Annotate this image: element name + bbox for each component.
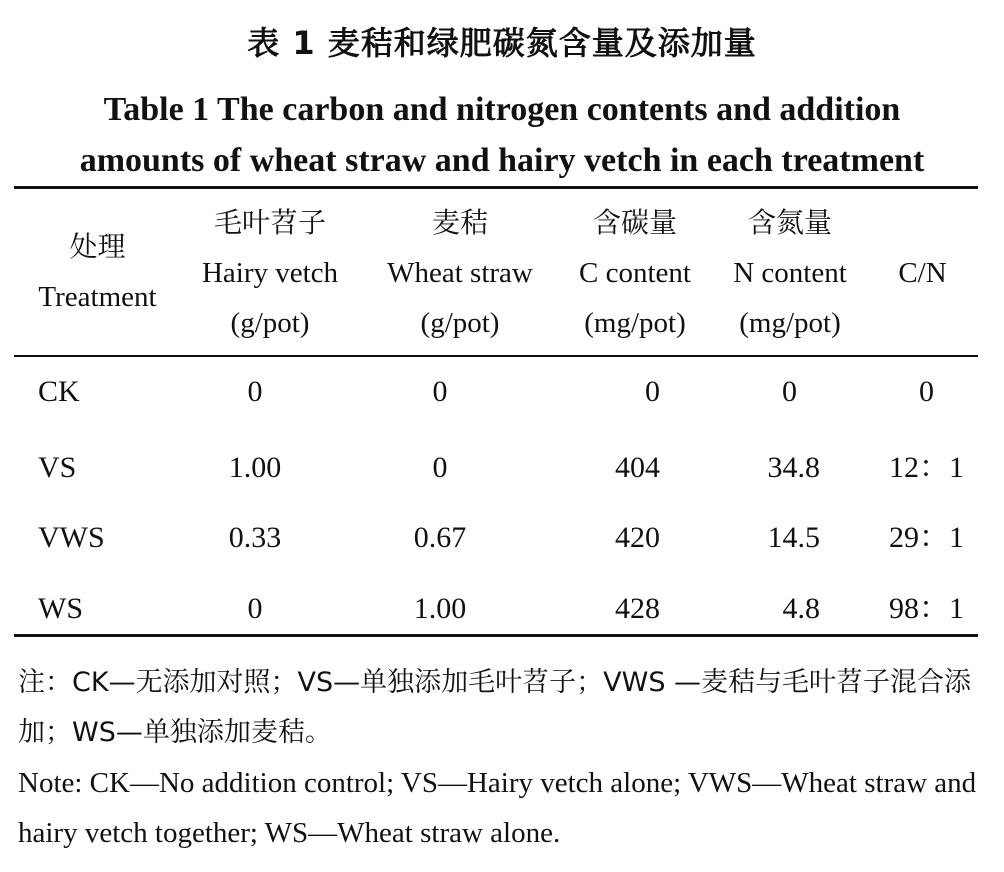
header-c-content-en: C content (579, 257, 691, 289)
header-treatment-en: Treatment (38, 281, 157, 313)
header-wheat-straw-en: Wheat straw (387, 257, 533, 289)
header-n-content (715, 198, 865, 348)
cell-treatment: VS (38, 451, 77, 484)
cell-wheat-straw: 0 (432, 375, 448, 408)
cell-cn-ratio: 29：1 (889, 521, 964, 554)
cell-n-content: 34.8 (767, 451, 820, 484)
cell-hairy-vetch: 1.00 (228, 451, 282, 484)
header-wheat-straw-cn: 麦秸 (431, 206, 488, 239)
cell-wheat-straw: 1.00 (413, 592, 467, 625)
header-hairy-vetch-cn: 毛叶苕子 (213, 206, 326, 239)
cell-c-content: 0 (645, 375, 660, 408)
cell-c-content: 428 (615, 592, 660, 625)
cell-hairy-vetch: 0.33 (228, 521, 282, 554)
cell-n-content: 4.8 (782, 592, 820, 625)
cell-cn-ratio: 12：1 (889, 451, 964, 484)
header-c-content (560, 198, 710, 348)
header-n-content-cn: 含氮量 (747, 206, 832, 239)
header-n-content-en: N content (733, 257, 847, 289)
header-hairy-vetch-en: Hairy vetch (201, 257, 339, 289)
cell-treatment: WS (38, 592, 83, 625)
header-wheat-straw-unit: (g/pot) (420, 307, 500, 339)
header-cn-ratio (870, 248, 975, 298)
cell-c-content: 420 (615, 521, 660, 554)
header-c-content-cn: 含碳量 (592, 206, 677, 239)
cell-wheat-straw: 0.67 (413, 521, 467, 554)
header-treatment (20, 222, 175, 322)
table-title-chinese: 表 1 麦秸和绿肥碳氮含量及添加量 (247, 24, 757, 62)
header-n-content-unit: (mg/pot) (739, 307, 841, 339)
cell-treatment: VWS (38, 521, 105, 554)
table-header-rule (14, 355, 978, 357)
header-c-content-unit: (mg/pot) (584, 307, 686, 339)
header-treatment-cn: 处理 (69, 230, 126, 263)
cell-wheat-straw: 0 (432, 451, 448, 484)
table-top-rule (14, 186, 978, 189)
table-title-english-line-2: amounts of wheat straw and hairy vetch in each treatment (79, 142, 925, 179)
header-hairy-vetch-unit: (g/pot) (230, 307, 310, 339)
cell-cn-ratio: 98：1 (889, 592, 964, 625)
cell-n-content: 14.5 (767, 521, 820, 554)
table-title-english-line-1: Table 1 The carbon and nitrogen contents and addition (103, 91, 901, 128)
cell-n-content: 0 (782, 375, 797, 408)
cell-cn-ratio: 0 (919, 375, 934, 408)
cell-c-content: 404 (615, 451, 660, 484)
table-bottom-rule (14, 634, 978, 637)
cell-hairy-vetch: 0 (247, 375, 263, 408)
header-hairy-vetch (185, 198, 355, 348)
table-title-english (0, 84, 1004, 186)
cell-hairy-vetch: 0 (247, 592, 263, 625)
cell-treatment: CK (38, 375, 80, 408)
header-wheat-straw (370, 198, 550, 348)
table-note-english: Note: CK—No addition control; VS—Hairy vetch alone; VWS—Wheat straw and hairy vetch together; WS—Wheat straw alone. (18, 767, 977, 849)
table-note-chinese: 注：CK—无添加对照；VS—单独添加毛叶苕子；VWS —麦秸与毛叶苕子混合添加；WS—单独添加麦秸。 (18, 667, 972, 748)
header-cn-ratio-en: C/N (898, 257, 947, 289)
